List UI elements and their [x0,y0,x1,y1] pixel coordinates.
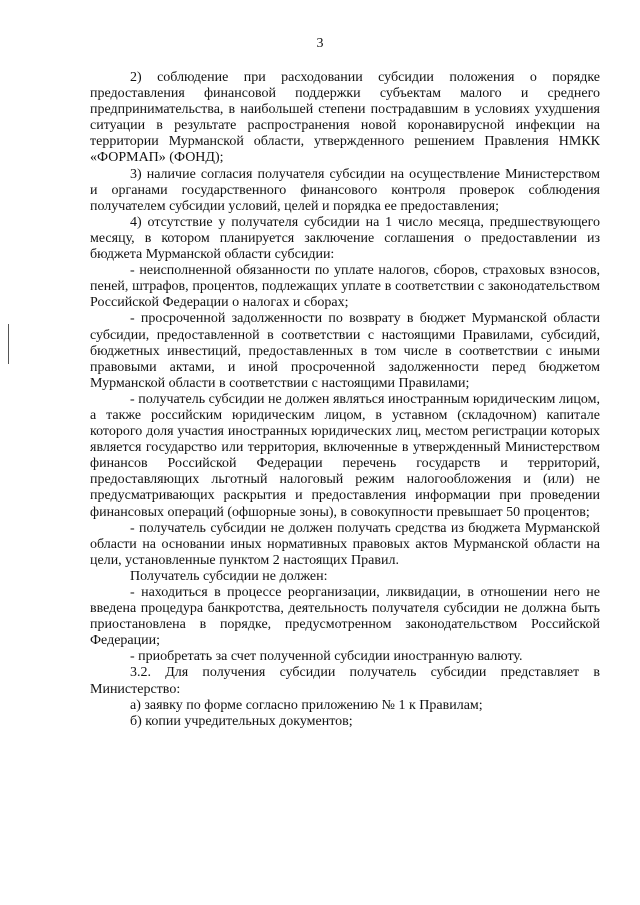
paragraph-dash-reorganization: - находиться в процессе реорганизации, ликвидации, в отношении него не введена процедура банкротства, деятельность получателя субсидии не должна быть приостановлена в порядке, предусмотренном законодательством Российской Федерации; [90,585,600,649]
paragraph-dash-debt: - просроченной задолженности по возврату в бюджет Мурманской области субсидии, предоставленной в соответствии с настоящими Правилами, субсидий, бюджетных инвестиций, предоставленных в том числе в соответствии с иными правовыми актами, и иной просроченной задолженности перед бюджетом Мурманской области в соответствии с настоящими Правилами; [90,311,600,391]
document-body [90,70,600,730]
paragraph-item-3: 3) наличие согласия получателя субсидии на осуществление Министерством и органами государственного финансового контроля проверок соблюдения получателем субсидии условий, целей и порядка ее предоставления; [90,166,600,214]
paragraph-dash-taxes: - неисполненной обязанности по уплате налогов, сборов, страховых взносов, пеней, штрафов, процентов, подлежащих уплате в соответствии с законодательством Российской Федерации о налогах и сборах; [90,263,600,311]
margin-mark [8,324,9,364]
paragraph-item-b: б) копии учредительных документов; [130,713,353,729]
paragraph-must-not: Получатель субсидии не должен: [130,568,328,584]
paragraph-item-a: а) заявку по форме согласно приложению № 1 к Правилам; [130,697,483,713]
paragraph-item-4: 4) отсутствие у получателя субсидии на 1 число месяца, предшествующего месяцу, в котором планируется заключение соглашения о предоставлении из бюджета Мурманской области субсидии: [90,214,600,263]
paragraph-dash-currency: - приобретать за счет полученной субсидии иностранную валюту. [130,649,523,665]
paragraph-dash-other-funds: - получатель субсидии не должен получать средства из бюджета Мурманской области на основании иных нормативных правовых актов Мурманской области на цели, установленные пунктом 2 настоящих Правил. [90,520,600,568]
page-number: 3 [316,36,324,51]
paragraph-3-2: 3.2. Для получения субсидии получатель субсидии представляет в Министерство: [90,665,600,697]
paragraph-item-2: 2) соблюдение при расходовании субсидии положения о порядке предоставления финансовой поддержки субъектам малого и среднего предпринимательства, в наибольшей степени пострадавшим в условиях ухудшения ситуации в результате распространения новой коронавирусной инфекции на территории Мурманской области, утвержденного решением Правления НМКК «ФОРМАП» (ФОНД); [90,70,600,166]
paragraph-dash-foreign: - получатель субсидии не должен являться иностранным юридическим лицом, а также российским юридическим лицом, в уставном (складочном) капитале которого доля участия иностранных юридических лиц, местом регистрации которых является государство или территория, включенные в утвержденный Министерством финансов Российской Федерации перечень государств и территорий, предоставляющих льготный налоговый режим налогообложения и (или) не предусматривающих раскрытия и предоставления информации при проведении финансовых операций (офшорные зоны), в совокупности превышает 50 процентов; [90,391,600,520]
